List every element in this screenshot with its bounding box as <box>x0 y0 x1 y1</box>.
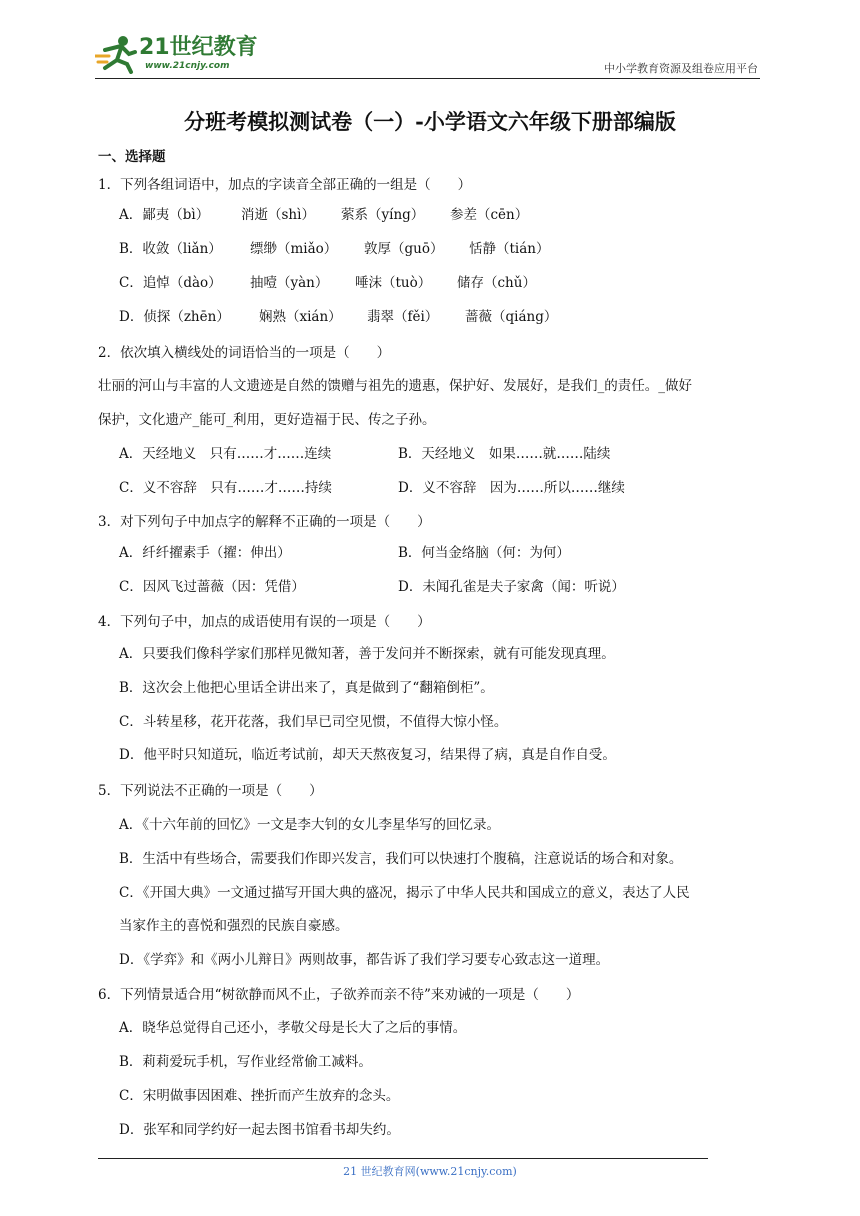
q5-option-c-line-1: C．《开国大典》一文通过描写开国大典的盛况，揭示了中华人民共和国成立的意义，表达了人民 <box>119 885 690 901</box>
q4-option-b: B．这次会上他把心里话全讲出来了，真是做到了“翻箱倒柜”。 <box>119 680 494 696</box>
q3-option-b: B．何当金络脑（何：为何） <box>398 545 570 561</box>
q2-option-d: D．义不容辞 因为……所以……继续 <box>398 480 625 496</box>
q1-b-3: 敦厚（guō） <box>364 241 444 257</box>
q5-option-d: D．《学弈》和《两小儿辩日》两则故事，都告诉了我们学习要专心致志这一道理。 <box>119 952 610 968</box>
q2-option-c: C．义不容辞 只有……才……持续 <box>119 480 332 496</box>
q3-option-c: C．因风飞过蔷薇（因：凭借） <box>119 579 305 595</box>
q6-option-d: D．张军和同学约好一起去图书馆看书却失约。 <box>119 1122 400 1138</box>
q1-c-1: C．追悼（dào） <box>119 275 222 291</box>
q5-option-c-line-2: 当家作主的喜悦和强烈的民族自豪感。 <box>119 918 349 934</box>
q4-option-d: D．他平时只知道玩，临近考试前，却天天熬夜复习，结果得了病，真是自作自受。 <box>119 747 616 763</box>
q1-d-3: 翡翠（fěi） <box>367 309 439 325</box>
q1-stem: 1．下列各组词语中，加点的字读音全部正确的一组是（ ） <box>98 177 472 193</box>
q6-option-a: A．晓华总觉得自己还小，孝敬父母是长大了之后的事情。 <box>119 1020 467 1036</box>
q3-option-d: D．未闻孔雀是夫子家禽（闻：听说） <box>398 579 625 595</box>
page-title: 分班考模拟测试卷（一）-小学语文六年级下册部编版 <box>184 109 676 134</box>
q4-stem: 4．下列句子中，加点的成语使用有误的一项是（ ） <box>98 614 431 630</box>
header-divider <box>95 78 760 79</box>
q2-passage-line-2: 保护，文化遗产_能可_利用，更好造福于民、传之子孙。 <box>98 412 436 428</box>
q1-b-1: B．收敛（liǎn） <box>119 241 222 257</box>
q1-b-4: 恬静（tián） <box>469 241 550 257</box>
q2-option-a: A．天经地义 只有……才……连续 <box>119 446 332 462</box>
logo-text: 21世纪教育 <box>139 35 258 60</box>
footer-divider <box>98 1158 708 1159</box>
runner-logo-icon <box>95 34 139 74</box>
q1-a-1: A．鄙夷（bì） <box>119 207 210 223</box>
q1-d-4: 蔷薇（qiáng） <box>465 309 558 325</box>
logo-url: www.21cnjy.com <box>145 61 230 71</box>
q3-option-a: A．纤纤擢素手（擢：伸出） <box>119 545 291 561</box>
q2-passage-line-1: 壮丽的河山与丰富的人文遗迹是自然的馈赠与祖先的遗惠，保护好、发展好，是我们_的责任。_做好 <box>98 378 692 394</box>
page-header <box>95 30 760 78</box>
q3-stem: 3．对下列句子中加点字的解释不正确的一项是（ ） <box>98 514 431 530</box>
section-heading: 一、选择题 <box>98 149 166 165</box>
q1-d-2: 娴熟（xián） <box>259 309 342 325</box>
q4-option-a: A．只要我们像科学家们那样见微知著，善于发问并不断探索，就有可能发现真理。 <box>119 646 615 662</box>
q5-stem: 5．下列说法不正确的一项是（ ） <box>98 783 323 799</box>
q1-b-2: 缥缈（miǎo） <box>250 241 338 257</box>
q5-option-a: A．《十六年前的回忆》一文是李大钊的女儿李星华写的回忆录。 <box>119 817 500 833</box>
q5-option-b: B．生活中有些场合，需要我们作即兴发言，我们可以快速打个腹稿，注意说话的场合和对象。 <box>119 851 683 867</box>
q1-c-3: 唾沫（tuò） <box>355 275 432 291</box>
logo <box>95 34 265 76</box>
q6-option-c: C．宋明做事因困难、挫折而产生放弃的念头。 <box>119 1088 400 1104</box>
q6-option-b: B．莉莉爱玩手机，写作业经常偷工减料。 <box>119 1054 372 1070</box>
q1-a-3: 萦系（yíng） <box>341 207 425 223</box>
q1-c-4: 储存（chǔ） <box>457 275 536 291</box>
platform-name: 中小学教育资源及组卷应用平台 <box>604 62 758 75</box>
q2-option-b: B．天经地义 如果……就……陆续 <box>398 446 611 462</box>
q1-a-2: 消逝（shì） <box>241 207 315 223</box>
q4-option-c: C．斗转星移，花开花落，我们早已司空见惯，不值得大惊小怪。 <box>119 714 508 730</box>
q1-c-2: 抽噎（yàn） <box>250 275 329 291</box>
page-footer: 21 世纪教育网(www.21cnjy.com) <box>343 1165 517 1178</box>
q2-stem: 2．依次填入横线处的词语恰当的一项是（ ） <box>98 345 391 361</box>
q1-a-4: 参差（cēn） <box>450 207 529 223</box>
q6-stem: 6．下列情景适合用“树欲静而风不止，子欲养而亲不待”来劝诫的一项是（ ） <box>98 987 580 1003</box>
q1-d-1: D．侦探（zhēn） <box>119 309 230 325</box>
